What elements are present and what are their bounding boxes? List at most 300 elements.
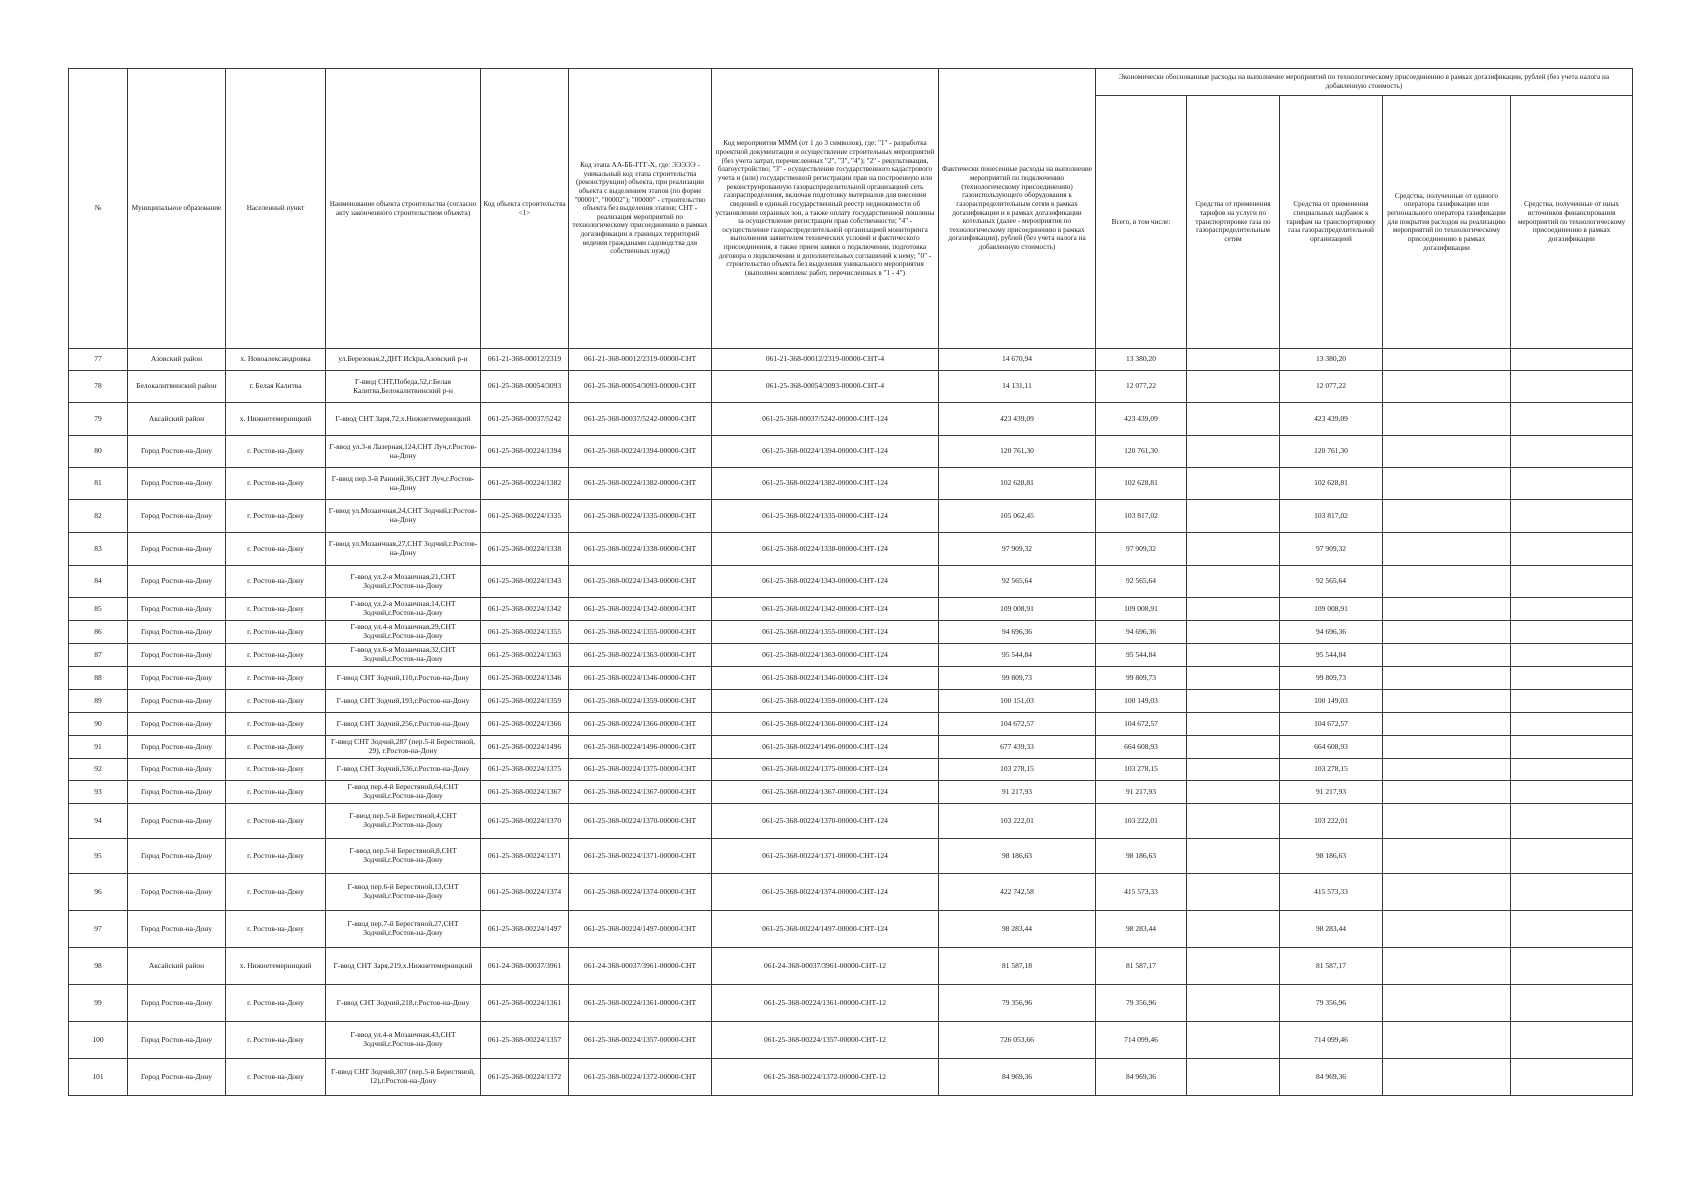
cell-other — [1511, 781, 1633, 804]
cell-surcharges: 120 761,30 — [1280, 436, 1383, 468]
cell-municipality: Город Ростов-на-Дону — [128, 667, 226, 690]
table-row — [69, 804, 1633, 839]
cell-municipality: Город Ростов-на-Дону — [128, 874, 226, 911]
cell-total: 12 077,22 — [1096, 371, 1187, 403]
cell-total: 91 217,93 — [1096, 781, 1187, 804]
cell-actual-costs: 103 222,01 — [939, 804, 1096, 839]
cell-object-code: 061-25-368-00224/1394 — [481, 436, 569, 468]
cell-total: 92 565,64 — [1096, 566, 1187, 598]
cell-stage-code: 061-25-368-00224/1363-00000-СНТ — [569, 644, 712, 667]
cell-municipality: Город Ростов-на-Дону — [128, 644, 226, 667]
cell-other — [1511, 644, 1633, 667]
cell-object-name: Г-ввод ул.6-я Мозаичная,32,СНТ Зодчий,г.Ростов-на-Дону — [326, 644, 481, 667]
cell-num: 94 — [69, 804, 128, 839]
cell-tariffs — [1187, 436, 1280, 468]
cell-object-code: 061-21-368-00012/2319 — [481, 349, 569, 371]
cell-event-code: 061-25-368-00054/3093-00000-СНТ-4 — [712, 371, 939, 403]
cell-other — [1511, 468, 1633, 500]
cell-tariffs — [1187, 948, 1280, 985]
cell-object-code: 061-25-368-00224/1375 — [481, 759, 569, 781]
cell-event-code: 061-25-368-00224/1370-00000-СНТ-124 — [712, 804, 939, 839]
cell-actual-costs: 98 283,44 — [939, 911, 1096, 948]
cell-tariffs — [1187, 468, 1280, 500]
cell-municipality: Город Ростов-на-Дону — [128, 736, 226, 759]
cell-event-code: 061-25-368-00224/1363-00000-СНТ-124 — [712, 644, 939, 667]
cell-num: 96 — [69, 874, 128, 911]
cell-surcharges: 109 008,91 — [1280, 598, 1383, 621]
cell-operator — [1383, 566, 1511, 598]
cell-locality: г. Ростов-на-Дону — [226, 1022, 326, 1059]
cell-object-name: Г-ввод СНТ Заря,219,х.Нижнетемерницкий — [326, 948, 481, 985]
cell-locality: х. Нижнетемерницкий — [226, 403, 326, 436]
cell-tariffs — [1187, 1059, 1280, 1096]
cell-num: 83 — [69, 533, 128, 566]
cell-municipality: Аксайский район — [128, 948, 226, 985]
cell-other — [1511, 1059, 1633, 1096]
cell-municipality: Город Ростов-на-Дону — [128, 621, 226, 644]
cell-total: 103 278,15 — [1096, 759, 1187, 781]
cell-num: 82 — [69, 500, 128, 533]
table-row — [69, 349, 1633, 371]
cell-other — [1511, 566, 1633, 598]
cell-object-name: Г-ввод СНТ Зодчий,193,г.Ростов-на-Дону — [326, 690, 481, 713]
cell-operator — [1383, 839, 1511, 874]
cell-tariffs — [1187, 500, 1280, 533]
cell-operator — [1383, 804, 1511, 839]
cell-total: 100 149,03 — [1096, 690, 1187, 713]
cell-operator — [1383, 1059, 1511, 1096]
cell-total: 714 099,46 — [1096, 1022, 1187, 1059]
table-row — [69, 874, 1633, 911]
cell-other — [1511, 759, 1633, 781]
cell-tariffs — [1187, 566, 1280, 598]
table-row — [69, 1022, 1633, 1059]
cell-num: 91 — [69, 736, 128, 759]
cell-object-code: 061-25-368-00224/1342 — [481, 598, 569, 621]
cell-municipality: Азовский район — [128, 349, 226, 371]
cell-num: 86 — [69, 621, 128, 644]
table-body — [69, 349, 1633, 1096]
cell-other — [1511, 371, 1633, 403]
cell-municipality: Город Ростов-на-Дону — [128, 566, 226, 598]
cell-locality: г. Ростов-на-Дону — [226, 468, 326, 500]
cell-other — [1511, 839, 1633, 874]
cell-locality: х. Новоалександровка — [226, 349, 326, 371]
cell-object-code: 061-25-368-00224/1370 — [481, 804, 569, 839]
cell-locality: г. Ростов-на-Дону — [226, 690, 326, 713]
cell-total: 415 573,33 — [1096, 874, 1187, 911]
cell-object-name: Г-ввод СНТ Зодчий,110,г.Ростов-на-Дону — [326, 667, 481, 690]
cell-stage-code: 061-25-368-00224/1382-00000-СНТ — [569, 468, 712, 500]
cell-total: 99 809,73 — [1096, 667, 1187, 690]
cell-total: 95 544,84 — [1096, 644, 1187, 667]
cell-stage-code: 061-21-368-00012/2319-00000-СНТ — [569, 349, 712, 371]
cell-num: 81 — [69, 468, 128, 500]
cell-object-code: 061-25-368-00224/1363 — [481, 644, 569, 667]
cell-event-code: 061-25-368-00224/1346-00000-СНТ-124 — [712, 667, 939, 690]
cell-object-name: Г-ввод ул.4-я Мозаичная,43,СНТ Зодчий,г.Ростов-на-Дону — [326, 1022, 481, 1059]
cell-municipality: Город Ростов-на-Дону — [128, 759, 226, 781]
cell-total: 102 628,81 — [1096, 468, 1187, 500]
cell-locality: г. Белая Калитва — [226, 371, 326, 403]
cell-stage-code: 061-25-368-00224/1342-00000-СНТ — [569, 598, 712, 621]
cell-event-code: 061-25-368-00224/1355-00000-СНТ-124 — [712, 621, 939, 644]
cell-num: 85 — [69, 598, 128, 621]
cell-municipality: Город Ростов-на-Дону — [128, 985, 226, 1022]
cell-locality: г. Ростов-на-Дону — [226, 736, 326, 759]
cell-total: 13 380,20 — [1096, 349, 1187, 371]
cell-num: 88 — [69, 667, 128, 690]
cell-total: 664 608,93 — [1096, 736, 1187, 759]
cell-actual-costs: 100 151,03 — [939, 690, 1096, 713]
cell-stage-code: 061-25-368-00224/1357-00000-СНТ — [569, 1022, 712, 1059]
cell-stage-code: 061-25-368-00224/1343-00000-СНТ — [569, 566, 712, 598]
cell-actual-costs: 84 969,36 — [939, 1059, 1096, 1096]
cell-tariffs — [1187, 371, 1280, 403]
cell-stage-code: 061-25-368-00224/1338-00000-СНТ — [569, 533, 712, 566]
cell-municipality: Город Ростов-на-Дону — [128, 533, 226, 566]
cell-other — [1511, 736, 1633, 759]
cell-locality: г. Ростов-на-Дону — [226, 839, 326, 874]
cell-municipality: Город Ростов-на-Дону — [128, 804, 226, 839]
cell-locality: г. Ростов-на-Дону — [226, 985, 326, 1022]
cell-surcharges: 104 672,57 — [1280, 713, 1383, 736]
cell-event-code: 061-25-368-00224/1394-00000-СНТ-124 — [712, 436, 939, 468]
cell-total: 98 186,63 — [1096, 839, 1187, 874]
cell-object-name: Г-ввод ул.Мозаичная,24,СНТ Зодчий,г.Ростов-на-Дону — [326, 500, 481, 533]
cell-stage-code: 061-25-368-00037/5242-00000-СНТ — [569, 403, 712, 436]
cell-other — [1511, 436, 1633, 468]
cell-actual-costs: 14 670,94 — [939, 349, 1096, 371]
cell-num: 99 — [69, 985, 128, 1022]
cell-surcharges: 714 099,46 — [1280, 1022, 1383, 1059]
cell-operator — [1383, 403, 1511, 436]
cell-tariffs — [1187, 349, 1280, 371]
cell-municipality: Город Ростов-на-Дону — [128, 839, 226, 874]
cell-total: 109 008,91 — [1096, 598, 1187, 621]
table-row — [69, 985, 1633, 1022]
cell-object-name: ул.Березовая,2,ДНТ Исkpa,Азовский р-н — [326, 349, 481, 371]
cell-tariffs — [1187, 874, 1280, 911]
cell-object-code: 061-25-368-00224/1338 — [481, 533, 569, 566]
table-row — [69, 1059, 1633, 1096]
cell-actual-costs: 91 217,93 — [939, 781, 1096, 804]
cell-object-name: Г-ввод ул.2-я Мозаичная,21,СНТ Зодчий,г.Ростов-на-Дону — [326, 566, 481, 598]
cell-num: 92 — [69, 759, 128, 781]
cell-actual-costs: 103 278,15 — [939, 759, 1096, 781]
cell-object-code: 061-25-368-00054/3093 — [481, 371, 569, 403]
header-locality: Населенный пункт — [226, 69, 326, 349]
cell-object-name: Г-ввод СНТ Заря,72,х.Нижнетемерницкий — [326, 403, 481, 436]
cell-locality: г. Ростов-на-Дону — [226, 759, 326, 781]
cell-object-code: 061-25-368-00037/5242 — [481, 403, 569, 436]
cell-num: 77 — [69, 349, 128, 371]
cell-surcharges: 94 696,36 — [1280, 621, 1383, 644]
cell-object-name: Г-ввод СНТ Зодчий,307 (пер.5-й Берестяной, 12),г.Ростов-на-Дону — [326, 1059, 481, 1096]
cell-surcharges: 81 587,17 — [1280, 948, 1383, 985]
header-tariffs: Средства от применения тарифов на услуги по транспортировке газа по газораспределительным сетям — [1187, 96, 1280, 349]
cell-municipality: Город Ростов-на-Дону — [128, 713, 226, 736]
cell-municipality: Город Ростов-на-Дону — [128, 500, 226, 533]
cell-other — [1511, 713, 1633, 736]
cell-municipality: Город Ростов-на-Дону — [128, 911, 226, 948]
cell-object-name: Г-ввод пер.3-й Ранний,36,СНТ Луч,г.Ростов-на-Дону — [326, 468, 481, 500]
cell-event-code: 061-21-368-00012/2319-00000-СНТ-4 — [712, 349, 939, 371]
cell-operator — [1383, 1022, 1511, 1059]
cell-actual-costs: 105 062,45 — [939, 500, 1096, 533]
cell-object-code: 061-25-368-00224/1361 — [481, 985, 569, 1022]
cell-operator — [1383, 736, 1511, 759]
header-municipality: Муниципальное образование — [128, 69, 226, 349]
cell-locality: г. Ростов-на-Дону — [226, 781, 326, 804]
cell-surcharges: 103 817,02 — [1280, 500, 1383, 533]
cell-actual-costs: 81 587,18 — [939, 948, 1096, 985]
cell-total: 94 696,36 — [1096, 621, 1187, 644]
cell-surcharges: 103 222,01 — [1280, 804, 1383, 839]
table-row — [69, 644, 1633, 667]
header-total: Всего, в том числе: — [1096, 96, 1187, 349]
cell-event-code: 061-25-368-00224/1338-00000-СНТ-124 — [712, 533, 939, 566]
table-row — [69, 839, 1633, 874]
cell-object-code: 061-25-368-00224/1374 — [481, 874, 569, 911]
cell-surcharges: 84 969,36 — [1280, 1059, 1383, 1096]
cell-event-code: 061-25-368-00224/1372-00000-СНТ-12 — [712, 1059, 939, 1096]
cell-surcharges: 103 278,15 — [1280, 759, 1383, 781]
cell-surcharges: 97 909,32 — [1280, 533, 1383, 566]
cell-other — [1511, 948, 1633, 985]
cell-actual-costs: 726 053,66 — [939, 1022, 1096, 1059]
cell-other — [1511, 911, 1633, 948]
cell-event-code: 061-25-368-00224/1497-00000-СНТ-124 — [712, 911, 939, 948]
cell-tariffs — [1187, 403, 1280, 436]
cell-locality: г. Ростов-на-Дону — [226, 621, 326, 644]
cell-actual-costs: 92 565,64 — [939, 566, 1096, 598]
cell-object-code: 061-25-368-00224/1357 — [481, 1022, 569, 1059]
cell-object-name: Г-ввод пер.5-й Берестяной,8,СНТ Зодчий,г.Ростов-на-Дону — [326, 839, 481, 874]
cell-locality: г. Ростов-на-Дону — [226, 436, 326, 468]
table-row — [69, 621, 1633, 644]
cell-actual-costs: 677 439,33 — [939, 736, 1096, 759]
cell-total: 98 283,44 — [1096, 911, 1187, 948]
table-row — [69, 468, 1633, 500]
header-operator: Средства, полученные от единого оператора газификации или регионального оператора газификации для покрытия расходов на реализацию мероприятий по технологическому присоединению в рамках догазификации — [1383, 96, 1511, 349]
cell-event-code: 061-25-368-00037/5242-00000-СНТ-124 — [712, 403, 939, 436]
cell-object-code: 061-24-368-00037/3961 — [481, 948, 569, 985]
cell-tariffs — [1187, 804, 1280, 839]
header-object-name: Наименование объекта строительства (согласно акту законченного строительством объекта) — [326, 69, 481, 349]
cell-tariffs — [1187, 644, 1280, 667]
cell-operator — [1383, 644, 1511, 667]
cell-operator — [1383, 690, 1511, 713]
header-stage-code: Код этапа АА-ББ-ГГГ-Х, где: ЭЭЭЭЭ - уникальный код этапа строительства (реконструкции) объекта, при реализации объекта с выделением этапов (по форме "00001", "00002"); "00000" - строительство объекта без выделения этапов; СНТ - реализация мероприятий по технологическому присоединению в рамках догазификации в границах территорий ведения гражданами садоводства для собственных нужд) — [569, 69, 712, 349]
table-row — [69, 948, 1633, 985]
cell-surcharges: 98 283,44 — [1280, 911, 1383, 948]
cell-other — [1511, 349, 1633, 371]
cell-other — [1511, 985, 1633, 1022]
cell-surcharges: 95 544,84 — [1280, 644, 1383, 667]
cell-stage-code: 061-25-368-00224/1375-00000-СНТ — [569, 759, 712, 781]
table-row — [69, 690, 1633, 713]
cell-operator — [1383, 371, 1511, 403]
cell-operator — [1383, 500, 1511, 533]
header-num: № — [69, 69, 128, 349]
cell-object-name: Г-ввод СНТ,Победа,52,г.Белая Калитва,Белокалитвинский р-н — [326, 371, 481, 403]
cell-object-name: Г-ввод пер.6-й Берестяной,13,СНТ Зодчий,г.Ростов-на-Дону — [326, 874, 481, 911]
cell-event-code: 061-25-368-00224/1371-00000-СНТ-124 — [712, 839, 939, 874]
table-row — [69, 713, 1633, 736]
table-row — [69, 533, 1633, 566]
cell-other — [1511, 874, 1633, 911]
cell-municipality: Город Ростов-на-Дону — [128, 436, 226, 468]
cell-locality: г. Ростов-на-Дону — [226, 911, 326, 948]
cell-tariffs — [1187, 667, 1280, 690]
table-row — [69, 781, 1633, 804]
cell-operator — [1383, 667, 1511, 690]
cell-event-code: 061-25-368-00224/1367-00000-СНТ-124 — [712, 781, 939, 804]
cell-event-code: 061-25-368-00224/1343-00000-СНТ-124 — [712, 566, 939, 598]
cell-object-name: Г-ввод СНТ Зодчий,536,г.Ростов-на-Дону — [326, 759, 481, 781]
cell-stage-code: 061-25-368-00224/1372-00000-СНТ — [569, 1059, 712, 1096]
cell-operator — [1383, 713, 1511, 736]
cell-stage-code: 061-24-368-00037/3961-00000-СНТ — [569, 948, 712, 985]
cell-actual-costs: 102 628,81 — [939, 468, 1096, 500]
cell-actual-costs: 95 544,84 — [939, 644, 1096, 667]
cell-municipality: Белокалитвинский район — [128, 371, 226, 403]
table-row — [69, 566, 1633, 598]
cell-other — [1511, 667, 1633, 690]
cell-event-code: 061-25-368-00224/1374-00000-СНТ-124 — [712, 874, 939, 911]
cell-other — [1511, 804, 1633, 839]
cell-num: 79 — [69, 403, 128, 436]
cell-locality: г. Ростов-на-Дону — [226, 713, 326, 736]
cell-operator — [1383, 948, 1511, 985]
cell-surcharges: 664 608,93 — [1280, 736, 1383, 759]
cell-stage-code: 061-25-368-00224/1355-00000-СНТ — [569, 621, 712, 644]
cell-locality: г. Ростов-на-Дону — [226, 644, 326, 667]
cell-actual-costs: 423 439,09 — [939, 403, 1096, 436]
cell-num: 97 — [69, 911, 128, 948]
cell-municipality: Город Ростов-на-Дону — [128, 781, 226, 804]
cell-object-code: 061-25-368-00224/1367 — [481, 781, 569, 804]
cell-event-code: 061-25-368-00224/1375-00000-СНТ-124 — [712, 759, 939, 781]
cell-object-code: 061-25-368-00224/1382 — [481, 468, 569, 500]
cell-event-code: 061-25-368-00224/1382-00000-СНТ-124 — [712, 468, 939, 500]
table-row — [69, 403, 1633, 436]
cell-stage-code: 061-25-368-00224/1361-00000-СНТ — [569, 985, 712, 1022]
cell-tariffs — [1187, 598, 1280, 621]
cell-stage-code: 061-25-368-00054/3093-00000-СНТ — [569, 371, 712, 403]
cell-actual-costs: 120 761,30 — [939, 436, 1096, 468]
cell-other — [1511, 533, 1633, 566]
cell-event-code: 061-25-368-00224/1366-00000-СНТ-124 — [712, 713, 939, 736]
header-econ-group: Экономически обоснованные расходы на выполнение мероприятий по технологическому присоединению в рамках догазификации, рублей (без учета налога на добавленную стоимость) — [1096, 69, 1633, 96]
cell-operator — [1383, 598, 1511, 621]
cell-locality: г. Ростов-на-Дону — [226, 533, 326, 566]
cell-actual-costs: 104 672,57 — [939, 713, 1096, 736]
cell-surcharges: 99 809,73 — [1280, 667, 1383, 690]
cell-municipality: Город Ростов-на-Дону — [128, 1022, 226, 1059]
table-row — [69, 736, 1633, 759]
cell-tariffs — [1187, 713, 1280, 736]
cell-total: 103 817,02 — [1096, 500, 1187, 533]
cell-object-name: Г-ввод ул.3-я Лазерная,124,СНТ Луч,г.Ростов-на-Дону — [326, 436, 481, 468]
cell-object-name: Г-ввод пер.4-й Берестяной,64,СНТ Зодчий,г.Ростов-на-Дону — [326, 781, 481, 804]
cell-tariffs — [1187, 1022, 1280, 1059]
cell-stage-code: 061-25-368-00224/1335-00000-СНТ — [569, 500, 712, 533]
cell-actual-costs: 422 742,58 — [939, 874, 1096, 911]
cell-object-code: 061-25-368-00224/1366 — [481, 713, 569, 736]
cell-stage-code: 061-25-368-00224/1496-00000-СНТ — [569, 736, 712, 759]
cell-actual-costs: 98 186,63 — [939, 839, 1096, 874]
cell-total: 423 439,09 — [1096, 403, 1187, 436]
cell-other — [1511, 621, 1633, 644]
cell-num: 90 — [69, 713, 128, 736]
header-other: Средства, полученные от иных источников финансирования мероприятий по технологическому присоединению в рамках догазификации — [1511, 96, 1633, 349]
cell-other — [1511, 598, 1633, 621]
table-row — [69, 598, 1633, 621]
cell-tariffs — [1187, 759, 1280, 781]
cell-object-name: Г-ввод ул.2-я Мозаичная,14,СНТ Зодчий,г.Ростов-на-Дону — [326, 598, 481, 621]
cell-object-name: Г-ввод пер.5-й Берестяной,4,СНТ Зодчий,г.Ростов-на-Дону — [326, 804, 481, 839]
cell-locality: х. Нижнетемерницкий — [226, 948, 326, 985]
cell-actual-costs: 109 008,91 — [939, 598, 1096, 621]
cell-surcharges: 92 565,64 — [1280, 566, 1383, 598]
cell-surcharges: 98 186,63 — [1280, 839, 1383, 874]
cell-num: 87 — [69, 644, 128, 667]
cell-municipality: Город Ростов-на-Дону — [128, 1059, 226, 1096]
cell-municipality: Аксайский район — [128, 403, 226, 436]
cell-operator — [1383, 468, 1511, 500]
cell-locality: г. Ростов-на-Дону — [226, 667, 326, 690]
cell-event-code: 061-25-368-00224/1496-00000-СНТ-124 — [712, 736, 939, 759]
cell-event-code: 061-25-368-00224/1342-00000-СНТ-124 — [712, 598, 939, 621]
cell-locality: г. Ростов-на-Дону — [226, 566, 326, 598]
cell-object-code: 061-25-368-00224/1372 — [481, 1059, 569, 1096]
cell-stage-code: 061-25-368-00224/1359-00000-СНТ — [569, 690, 712, 713]
header-surcharges: Средства от применения специальных надбавок к тарифам на транспортировку газа газораспределительной организацией — [1280, 96, 1383, 349]
cell-total: 79 356,96 — [1096, 985, 1187, 1022]
cell-event-code: 061-25-368-00224/1359-00000-СНТ-124 — [712, 690, 939, 713]
cell-num: 100 — [69, 1022, 128, 1059]
cell-stage-code: 061-25-368-00224/1371-00000-СНТ — [569, 839, 712, 874]
cell-object-name: Г-ввод пер.7-й Берестяной,27,СНТ Зодчий,г.Ростов-на-Дону — [326, 911, 481, 948]
cell-event-code: 061-25-368-00224/1335-00000-СНТ-124 — [712, 500, 939, 533]
cell-actual-costs: 99 809,73 — [939, 667, 1096, 690]
cell-tariffs — [1187, 533, 1280, 566]
cell-operator — [1383, 911, 1511, 948]
cell-total: 103 222,01 — [1096, 804, 1187, 839]
cell-object-code: 061-25-368-00224/1359 — [481, 690, 569, 713]
cell-locality: г. Ростов-на-Дону — [226, 874, 326, 911]
cell-actual-costs: 14 131,11 — [939, 371, 1096, 403]
cell-actual-costs: 94 696,36 — [939, 621, 1096, 644]
table-row — [69, 759, 1633, 781]
cell-total: 81 587,17 — [1096, 948, 1187, 985]
cell-stage-code: 061-25-368-00224/1497-00000-СНТ — [569, 911, 712, 948]
header-actual-costs: Фактически понесенные расходы на выполнение мероприятий по подключению (технологическому присоединению) газоиспользующего оборудования к газораспределительным сетям в рамках догазификации и в рамках догазификации котельных (далее - мероприятия по технологическому присоединению в рамках догазификации), рублей (без учета налога на добавленную стоимость) — [939, 69, 1096, 349]
cell-event-code: 061-25-368-00224/1357-00000-СНТ-12 — [712, 1022, 939, 1059]
cell-object-code: 061-25-368-00224/1335 — [481, 500, 569, 533]
cell-other — [1511, 1022, 1633, 1059]
cell-surcharges: 12 077,22 — [1280, 371, 1383, 403]
cell-other — [1511, 403, 1633, 436]
table-row — [69, 436, 1633, 468]
cell-tariffs — [1187, 621, 1280, 644]
cell-surcharges: 102 628,81 — [1280, 468, 1383, 500]
cell-object-code: 061-25-368-00224/1496 — [481, 736, 569, 759]
cell-stage-code: 061-25-368-00224/1374-00000-СНТ — [569, 874, 712, 911]
cell-surcharges: 13 380,20 — [1280, 349, 1383, 371]
